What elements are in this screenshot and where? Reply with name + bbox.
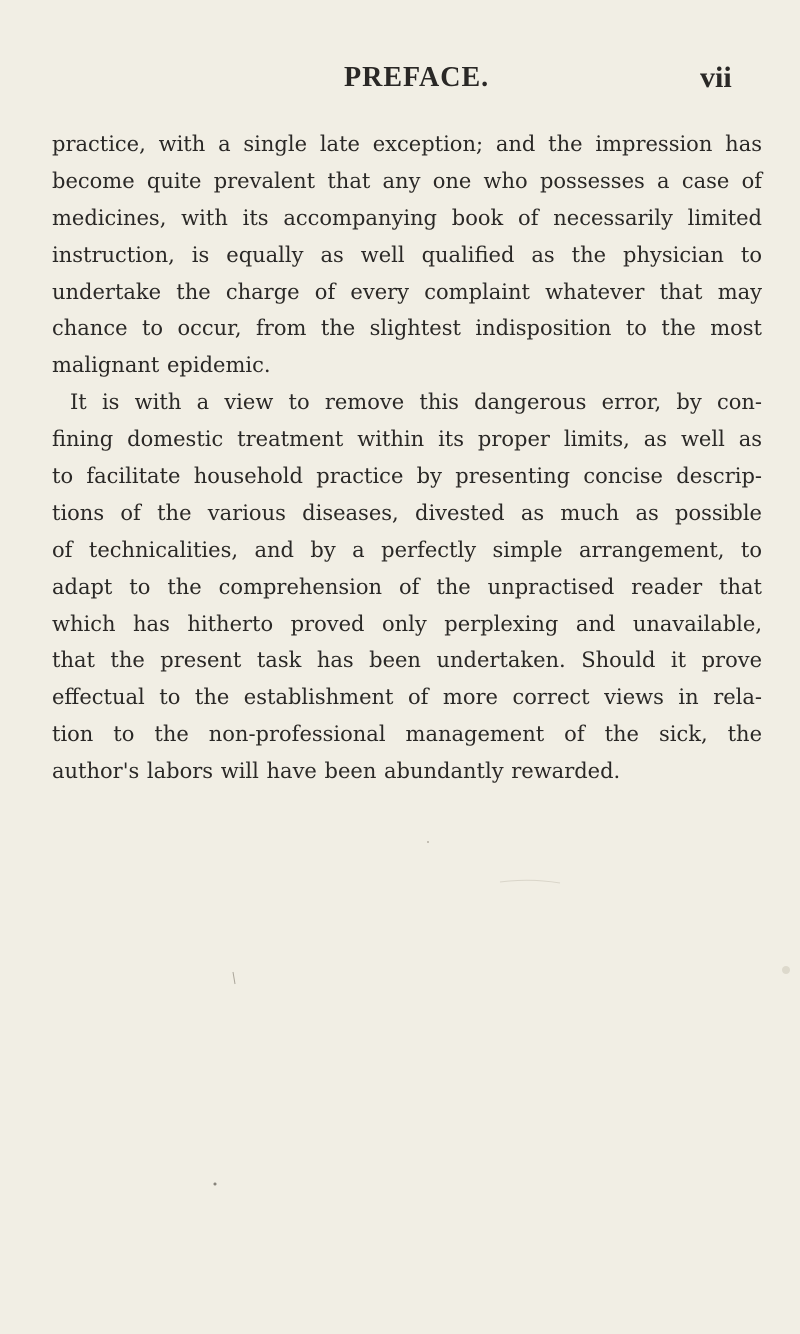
text-line: instruction, is equally as well qualified as the physician to [52,242,762,267]
text-line: malignant epidemic. [52,353,271,378]
text-line: of technicalities, and by a perfectly simple arrangement, to [52,537,762,562]
text-line: adapt to the comprehension of the unpractised reader that [52,574,762,599]
text-line: medicines, with its accompanying book of necessarily limited [52,205,762,230]
text-line: tions of the various diseases, divested as much as possible [52,500,762,525]
text-line: author's labors will have been abundantly rewarded. [52,759,621,784]
page-number: vii [700,61,732,94]
text-line: that the present task has been undertaken. Should it prove [52,648,762,673]
running-head [0,60,800,100]
text-line: tion to the non-professional management of the sick, the [52,722,762,747]
text-line: which has hitherto proved only perplexing and unavailable, [52,611,762,636]
preface-text [52,126,762,790]
text-line: to facilitate household practice by presenting concise descrip- [52,464,762,489]
running-title: PREFACE. [344,62,490,93]
text-line: fining domestic treatment within its proper limits, as well as [52,427,762,452]
text-line: effectual to the establishment of more correct views in rela- [52,685,762,710]
text-line: become quite prevalent that any one who possesses a case of [52,168,762,193]
text-line: undertake the charge of every complaint whatever that may [52,279,762,304]
text-line: practice, with a single late exception; and the impression has [52,132,762,156]
text-line: It is with a view to remove this dangerous error, by con- [70,390,762,415]
text-line: chance to occur, from the slightest indisposition to the most [52,316,762,341]
